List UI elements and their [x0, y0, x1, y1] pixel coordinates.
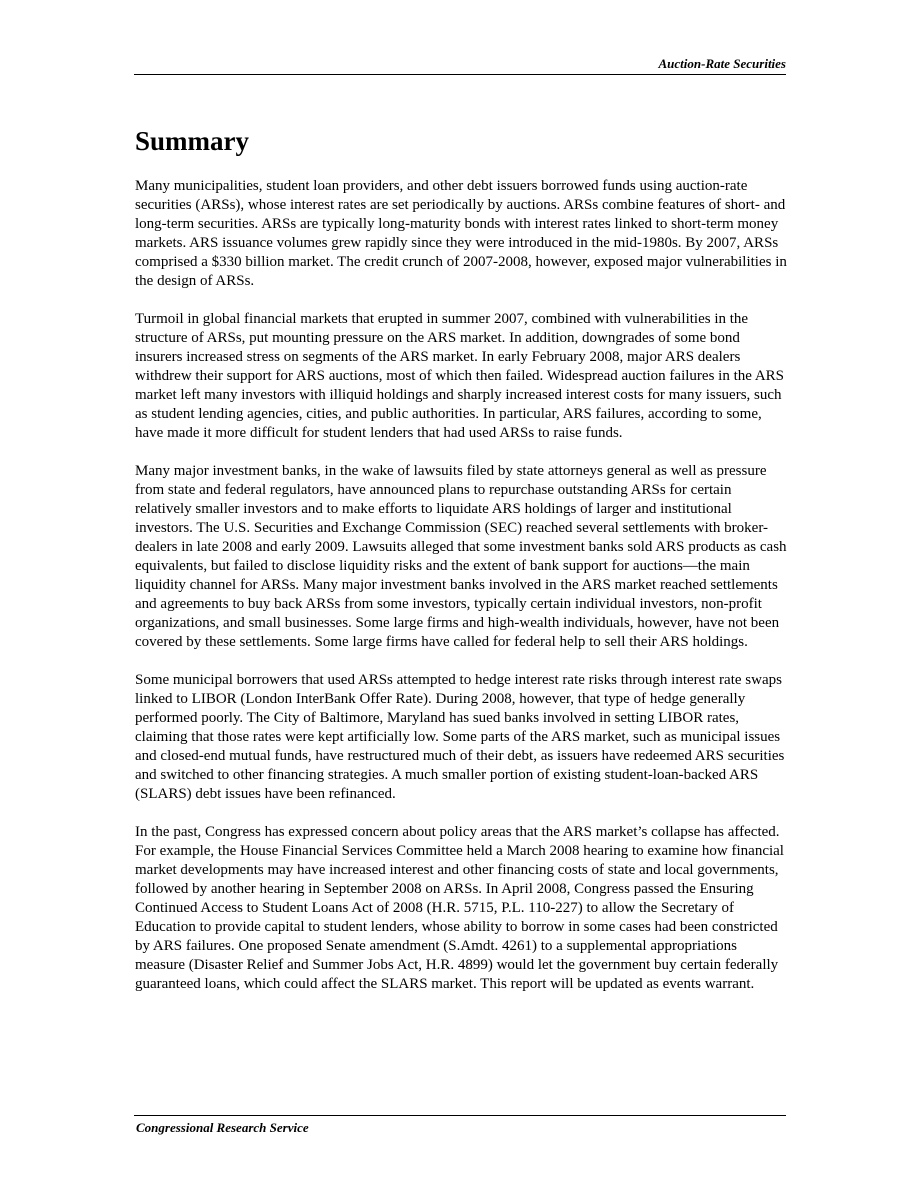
summary-paragraph-2: Turmoil in global financial markets that erupted in summer 2007, combined with vulnerabilities in the structure of ARSs, put mounting pressure on the ARS market. In addition, downgrades of some bond insurers increased stress on segments of the ARS market. In early February 2008, major ARS dealers withdrew their support for ARS auctions, most of which then failed. Widespread auction failures in the ARS market left many investors with illiquid holdings and sharply increased interest costs for many issuers, such as student lending agencies, cities, and public authorities. In particular, ARS failures, according to some, have made it more difficult for student lenders that had used ARSs to raise funds. [135, 311, 784, 441]
running-header: Auction-Rate Securities [658, 56, 786, 71]
page-title: Summary [135, 126, 249, 156]
summary-paragraph-1: Many municipalities, student loan providers, and other debt issuers borrowed funds using auction-rate securities (ARSs), whose interest rates are set periodically by auctions. ARSs combine features of short- and long-term securities. ARSs are typically long-maturity bonds with interest rates linked to short-term money markets. ARS issuance volumes grew rapidly since they were introduced in the mid-1980s. By 2007, ARSs comprised a $330 billion market. The credit crunch of 2007-2008, however, exposed major vulnerabilities in the design of ARSs. [135, 178, 787, 289]
running-footer: Congressional Research Service [136, 1120, 309, 1135]
summary-paragraph-5: In the past, Congress has expressed concern about policy areas that the ARS market’s collapse has affected. For example, the House Financial Services Committee held a March 2008 hearing to examine how financial market developments may have increased interest and other financing costs of state and local governments, followed by another hearing in September 2008 on ARSs. In April 2008, Congress passed the Ensuring Continued Access to Student Loans Act of 2008 (H.R. 5715, P.L. 110-227) to allow the Secretary of Education to provide capital to student lenders, whose ability to borrow in some cases had been constricted by ARS failures. One proposed Senate amendment (S.Amdt. 4261) to a supplemental appropriations measure (Disaster Relief and Summer Jobs Act, H.R. 4899) would let the government buy certain federally guaranteed loans, which could affect the SLARS market. This report will be updated as events warrant. [135, 824, 784, 992]
summary-paragraph-4: Some municipal borrowers that used ARSs attempted to hedge interest rate risks through interest rate swaps linked to LIBOR (London InterBank Offer Rate). During 2008, however, that type of hedge generally performed poorly. The City of Baltimore, Maryland has sued banks involved in setting LIBOR rates, claiming that those rates were kept artificially low. Some parts of the ARS market, such as municipal issues and closed-end mutual funds, have restructured much of their debt, as issuers have redeemed ARS securities and switched to other financing strategies. A much smaller portion of existing student-loan-backed ARS (SLARS) debt issues have been refinanced. [135, 672, 785, 802]
header-rule [134, 74, 786, 75]
summary-body [135, 177, 787, 1013]
footer-rule [134, 1115, 786, 1116]
summary-paragraph-3: Many major investment banks, in the wake of lawsuits filed by state attorneys general as well as pressure from state and federal regulators, have announced plans to repurchase outstanding ARSs for certain relatively smaller investors and to make efforts to liquidate ARS holdings of larger and institutional investors. The U.S. Securities and Exchange Commission (SEC) reached several settlements with broker-dealers in late 2008 and early 2009. Lawsuits alleged that some investment banks sold ARS products as cash equivalents, but failed to disclose liquidity risks and the extent of bank support for auctions—the main liquidity channel for ARSs. Many major investment banks involved in the ARS market reached settlements and agreements to buy back ARSs from some investors, typically certain individual investors, non-profit organizations, and small businesses. Some large firms and high-wealth individuals, however, have not been covered by these settlements. Some large firms have called for federal help to sell their ARS holdings. [135, 463, 787, 650]
